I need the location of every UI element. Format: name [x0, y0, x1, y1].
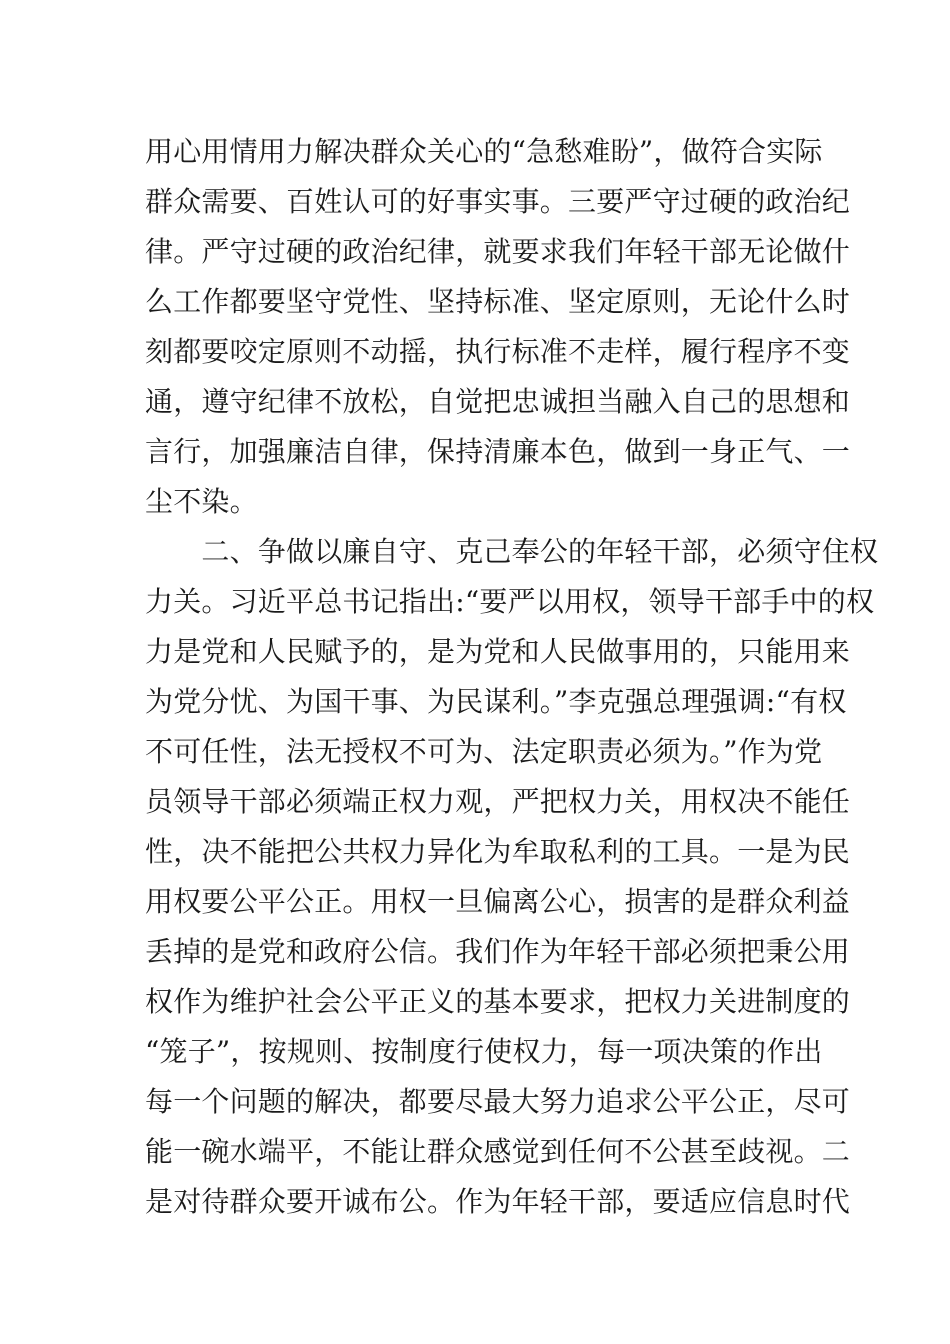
text-line: 是对待群众要开诚布公。作为年轻干部，要适应信息时代	[145, 1185, 851, 1218]
text-line: 为党分忧、为国干事、为民谋利。”李克强总理强调:“有权	[145, 685, 847, 718]
text-line: 能一碗水端平，不能让群众感觉到任何不公甚至歧视。二	[145, 1135, 851, 1168]
text-line: 言行，加强廉洁自律，保持清廉本色，做到一身正气、一	[145, 435, 851, 468]
text-line: 用心用情用力解决群众关心的“急愁难盼”，做符合实际	[145, 135, 823, 168]
text-line: 力是党和人民赋予的，是为党和人民做事用的，只能用来	[145, 635, 851, 668]
text-line: 二、争做以廉自守、克己奉公的年轻干部，必须守住权	[145, 535, 879, 568]
text-line: 么工作都要坚守党性、坚持标准、坚定原则，无论什么时	[145, 285, 851, 318]
body-text	[145, 127, 879, 1227]
text-line: 性，决不能把公共权力异化为牟取私利的工具。一是为民	[145, 835, 851, 868]
text-line: 每一个问题的解决，都要尽最大努力追求公平公正，尽可	[145, 1085, 851, 1118]
text-line: 尘不染。	[145, 485, 258, 518]
text-line: 群众需要、百姓认可的好事实事。三要严守过硬的政治纪	[145, 185, 851, 218]
text-line: 员领导干部必须端正权力观，严把权力关，用权决不能任	[145, 785, 851, 818]
text-line: 权作为维护社会公平正义的基本要求，把权力关进制度的	[145, 985, 851, 1018]
text-line: 刻都要咬定原则不动摇，执行标准不走样，履行程序不变	[145, 335, 851, 368]
text-line: 用权要公平公正。用权一旦偏离公心，损害的是群众利益	[145, 885, 851, 918]
text-line: 力关。习近平总书记指出:“要严以用权，领导干部手中的权	[145, 585, 875, 618]
text-line: 丢掉的是党和政府公信。我们作为年轻干部必须把秉公用	[145, 935, 851, 968]
text-line: 通，遵守纪律不放松，自觉把忠诚担当融入自己的思想和	[145, 385, 851, 418]
text-line: 律。严守过硬的政治纪律，就要求我们年轻干部无论做什	[145, 235, 851, 268]
text-line: 不可任性，法无授权不可为、法定职责必须为。”作为党	[145, 735, 823, 768]
text-line: “笼子”，按规则、按制度行使权力，每一项决策的作出	[145, 1035, 823, 1068]
